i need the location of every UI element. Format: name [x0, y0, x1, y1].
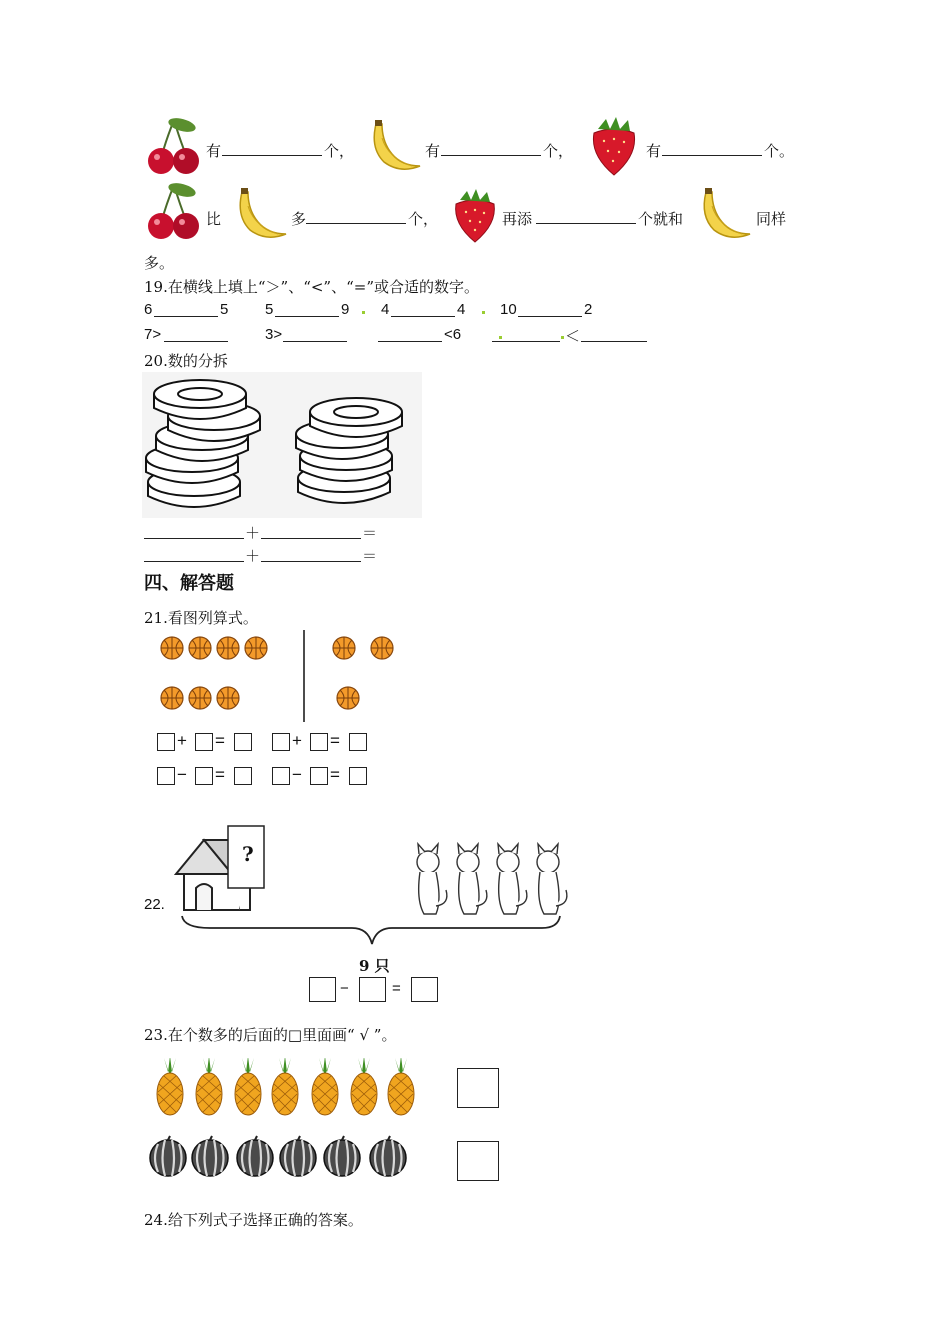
have-label-1: 有: [206, 142, 222, 160]
number: 4: [381, 301, 390, 318]
question-mark: ?: [242, 842, 254, 866]
equals-sign: =: [215, 731, 225, 750]
answer-blank[interactable]: [154, 304, 218, 317]
have-label-3: 有: [646, 142, 662, 160]
plus-sign: ＋: [245, 547, 261, 565]
minus-sign: −: [177, 765, 187, 784]
answer-blank[interactable]: [306, 211, 406, 224]
have-label-2: 有: [425, 142, 441, 160]
answer-blank[interactable]: [275, 304, 339, 317]
number: 6: [144, 301, 153, 318]
number: 9: [341, 301, 350, 318]
less-than-sign: ＜: [565, 327, 581, 345]
answer-blank[interactable]: [441, 143, 541, 156]
expression: <6: [444, 326, 462, 343]
answer-blank[interactable]: [536, 211, 636, 224]
dot-mark: [482, 311, 485, 314]
equals-sign: =: [330, 731, 340, 750]
answer-box[interactable]: [234, 767, 252, 785]
banana-icon: [692, 186, 754, 244]
answer-blank[interactable]: [144, 549, 244, 562]
question-title: 21.看图列算式。: [144, 609, 258, 627]
unit-label: 个，: [324, 142, 355, 160]
answer-box[interactable]: [157, 733, 175, 751]
plus-sign: +: [177, 731, 187, 750]
answer-box[interactable]: [349, 767, 367, 785]
answer-blank[interactable]: [518, 304, 582, 317]
dot-mark: [499, 336, 502, 339]
number: 10: [500, 301, 517, 318]
unit-label: 个，: [408, 210, 439, 228]
answer-box[interactable]: [195, 733, 213, 751]
expression: 7>: [144, 326, 162, 343]
number: 4: [457, 301, 466, 318]
stacked-rings-picture: [142, 372, 422, 518]
strawberry-icon: [450, 188, 500, 244]
question-number: 22.: [144, 896, 165, 913]
plus-sign: +: [292, 731, 302, 750]
unit-end-label: 个。: [764, 142, 795, 160]
strawberry-icon: [586, 115, 642, 177]
answer-blank[interactable]: [283, 329, 347, 342]
question-title: 24.给下列式子选择正确的答案。: [144, 1211, 363, 1229]
then-same-label: 个就和: [638, 210, 684, 228]
answer-box[interactable]: [309, 977, 336, 1002]
equals-sign: =: [215, 765, 225, 784]
pineapples-picture: [148, 1058, 420, 1118]
answer-box[interactable]: [157, 767, 175, 785]
answer-blank[interactable]: [164, 329, 228, 342]
answer-box[interactable]: [234, 733, 252, 751]
minus-sign: −: [340, 980, 349, 997]
cherry-icon: [144, 180, 204, 242]
answer-blank[interactable]: [261, 549, 361, 562]
equals-sign: =: [330, 765, 340, 784]
plus-sign: ＋: [245, 524, 261, 542]
answer-box[interactable]: [195, 767, 213, 785]
answer-blank[interactable]: [662, 143, 762, 156]
number: 5: [265, 301, 274, 318]
answer-blank[interactable]: [391, 304, 455, 317]
question-title: 19.在横线上填上“＞”、“<”、“=”或合适的数字。: [144, 278, 480, 296]
dot-mark: [362, 311, 365, 314]
answer-box[interactable]: [457, 1068, 499, 1108]
add-more-label: 再添: [502, 210, 533, 228]
question-title: 23.在个数多的后面的□里面画“ √ ”。: [144, 1026, 397, 1044]
answer-blank[interactable]: [144, 526, 244, 539]
equals-sign: ＝: [362, 547, 378, 565]
answer-box[interactable]: [310, 767, 328, 785]
dot-mark: [561, 336, 564, 339]
banana-icon: [228, 186, 290, 244]
answer-box[interactable]: [359, 977, 386, 1002]
answer-blank[interactable]: [378, 329, 442, 342]
equals-sign: =: [392, 980, 401, 997]
compare-label: 比: [206, 210, 222, 228]
more-end-label: 多。: [144, 254, 175, 272]
answer-blank[interactable]: [492, 329, 560, 342]
watermelons-picture: [148, 1132, 410, 1180]
answer-blank[interactable]: [261, 526, 361, 539]
equals-sign: ＝: [362, 524, 378, 542]
expression: 3>: [265, 326, 283, 343]
unit-label: 个，: [543, 142, 574, 160]
answer-box[interactable]: [272, 767, 290, 785]
total-label: 9 只: [359, 957, 390, 975]
banana-icon: [362, 118, 424, 176]
same-label: 同样: [756, 210, 787, 228]
more-label: 多: [291, 210, 307, 228]
answer-blank[interactable]: [581, 329, 647, 342]
basketballs-picture: [150, 628, 410, 728]
number: 2: [584, 301, 593, 318]
answer-box[interactable]: [272, 733, 290, 751]
answer-box[interactable]: [349, 733, 367, 751]
answer-box[interactable]: [457, 1141, 499, 1181]
house-cats-picture: [170, 822, 580, 952]
answer-box[interactable]: [411, 977, 438, 1002]
answer-box[interactable]: [310, 733, 328, 751]
section-heading: 四、解答题: [144, 573, 234, 594]
answer-blank[interactable]: [222, 143, 322, 156]
number: 5: [220, 301, 229, 318]
cherry-icon: [144, 115, 204, 177]
question-title: 20.数的分拆: [144, 352, 228, 370]
minus-sign: −: [292, 765, 302, 784]
